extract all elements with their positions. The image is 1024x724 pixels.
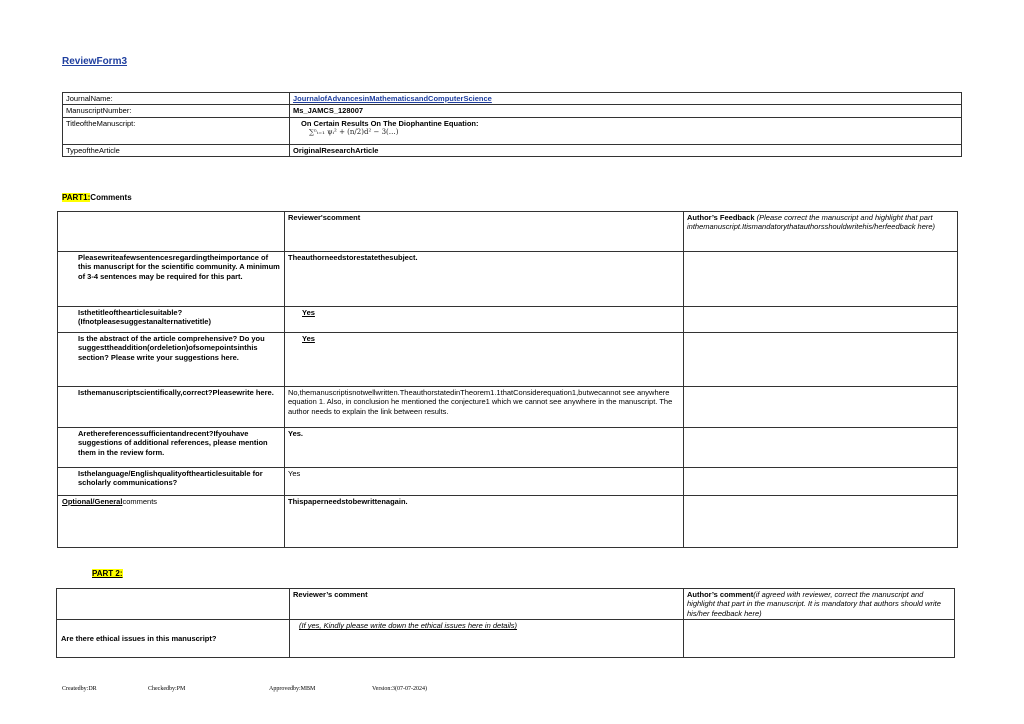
manuscript-title: On Certain Results On The Diophantine Equation: [301, 118, 479, 128]
part1-header-blank [58, 212, 285, 252]
article-type-label: TypeoftheArticle [63, 144, 290, 156]
journal-link[interactable]: JournalofAdvancesinMathematicsandComputerScience [293, 94, 492, 103]
part2-header-blank [57, 589, 290, 620]
part1-reviewer-col-header: Reviewer'scomment [285, 212, 684, 252]
footer-version: Version:3(07-07-2024) [372, 686, 427, 692]
manuscript-info-table [62, 92, 962, 157]
part1-row [58, 252, 958, 307]
question-scientific: Isthemanuscriptscientifically,correct?Pleasewrite here. [58, 387, 285, 428]
title-cell [290, 117, 962, 144]
part2-heading [92, 569, 123, 578]
question-title: Isthetitleofthearticlesuitable? (Ifnotpleasesuggestanalternativetitle) [58, 307, 285, 333]
author-feedback-label: Author’s Feedback [687, 213, 755, 222]
part1-heading-highlight: PART1: [62, 193, 91, 202]
part1-row [58, 468, 958, 496]
answer-abstract: Yes [302, 334, 315, 343]
author-feedback-instructions: (Please correct the manuscript and highlight that part inthemanuscript.Itismandatorythatauthorsshouldwritehis/herfeedback here) [687, 213, 936, 232]
part1-author-col-header [684, 212, 958, 252]
reviewer-comment-language[interactable]: Yes [285, 468, 684, 496]
author-feedback-references[interactable] [684, 428, 958, 468]
article-type-row [63, 144, 962, 156]
author-feedback-scientific[interactable] [684, 387, 958, 428]
part2-reviewer-col-header: Reviewer’s comment [290, 589, 684, 620]
manuscript-number-label: ManuscriptNumber: [63, 105, 290, 117]
author-feedback-optional[interactable] [684, 496, 958, 548]
reviewer-comment-references[interactable]: Yes. [285, 428, 684, 468]
reviewer-comment-optional[interactable]: Thispaperneedstobewrittenagain. [285, 496, 684, 548]
footer-approved: Approvedby:MBM [269, 686, 316, 692]
part1-heading-rest: Comments [90, 193, 132, 202]
part2-author-col-header [684, 589, 955, 620]
part1-row [58, 387, 958, 428]
title-row [63, 117, 962, 144]
part1-heading [62, 193, 132, 202]
comments-label: comments [122, 497, 158, 506]
part1-row [58, 333, 958, 387]
question-importance: Pleasewriteafewsentencesregardingtheimportance of this manuscript for the scientific community. A minimum of 3-4 sentences may be required for this part. [58, 252, 285, 307]
part2-header-row [57, 589, 955, 620]
author-comment-instructions: (if agreed with reviewer, correct the manuscript and highlight that part in the manuscript. It is mandatory that authors should write his/her feedback here) [687, 590, 941, 618]
journal-row [63, 93, 962, 105]
form-title: ReviewForm3 [62, 56, 128, 67]
ethics-hint: (If yes, Kindly please write down the ethical issues here in details) [299, 621, 518, 631]
reviewer-comment-abstract[interactable] [285, 333, 684, 387]
question-references: Arethereferencessufficientandrecent?Ifyouhave suggestions of additional references, please mention them in the review form. [58, 428, 285, 468]
journal-label: JournalName: [63, 93, 290, 105]
part1-optional-row [58, 496, 958, 548]
answer-title: Yes [302, 308, 315, 317]
title-equation: ∑ⁿᵢ₌₁ ψᵢ² + (n/2)d² − 3(…) [309, 128, 399, 137]
author-feedback-importance[interactable] [684, 252, 958, 307]
part2-ethics-row [57, 620, 955, 658]
author-comment-label: Author’s comment [687, 590, 754, 599]
part1-row [58, 428, 958, 468]
reviewer-comment-scientific[interactable]: No,themanuscriptisnotwellwritten.TheauthorstatedinTheorem1.1thatConsiderequation1,butwecannot see anywhere equation 1. Also, in conclusion he mentioned the conjecture1 which we cannot see anywhere in the manuscript. The author needs to explain the link between results. [285, 387, 684, 428]
optional-general-label: Optional/General [62, 497, 123, 506]
part1-comments-table [57, 211, 958, 548]
author-comment-ethics[interactable] [684, 620, 955, 658]
manuscript-number-row [63, 105, 962, 117]
article-type-value: OriginalResearchArticle [290, 144, 962, 156]
question-language: Isthelanguage/Englishqualityofthearticlesuitable for scholarly communications? [58, 468, 285, 496]
manuscript-number-value: Ms_JAMCS_128007 [290, 105, 962, 117]
part2-ethics-table [56, 588, 955, 658]
author-feedback-abstract[interactable] [684, 333, 958, 387]
author-feedback-language[interactable] [684, 468, 958, 496]
journal-value [290, 93, 962, 105]
part2-heading-highlight: PART 2: [92, 569, 123, 578]
part1-row [58, 307, 958, 333]
reviewer-comment-importance[interactable]: Theauthorneedstorestatethesubject. [285, 252, 684, 307]
footer-checked: Checkedby:PM [148, 686, 186, 692]
footer-created: Createdby:DR [62, 686, 97, 692]
reviewer-comment-ethics[interactable] [290, 620, 684, 658]
optional-comments-label [58, 496, 285, 548]
part1-header-row [58, 212, 958, 252]
question-ethics: Are there ethical issues in this manuscript? [57, 620, 290, 658]
author-feedback-title[interactable] [684, 307, 958, 333]
question-abstract: Is the abstract of the article comprehensive? Do you suggesttheaddition(ordeletion)ofsomepointsinthis section? Please write your suggestions here. [58, 333, 285, 387]
reviewer-comment-title[interactable] [285, 307, 684, 333]
title-label: TitleoftheManuscript: [63, 117, 290, 144]
